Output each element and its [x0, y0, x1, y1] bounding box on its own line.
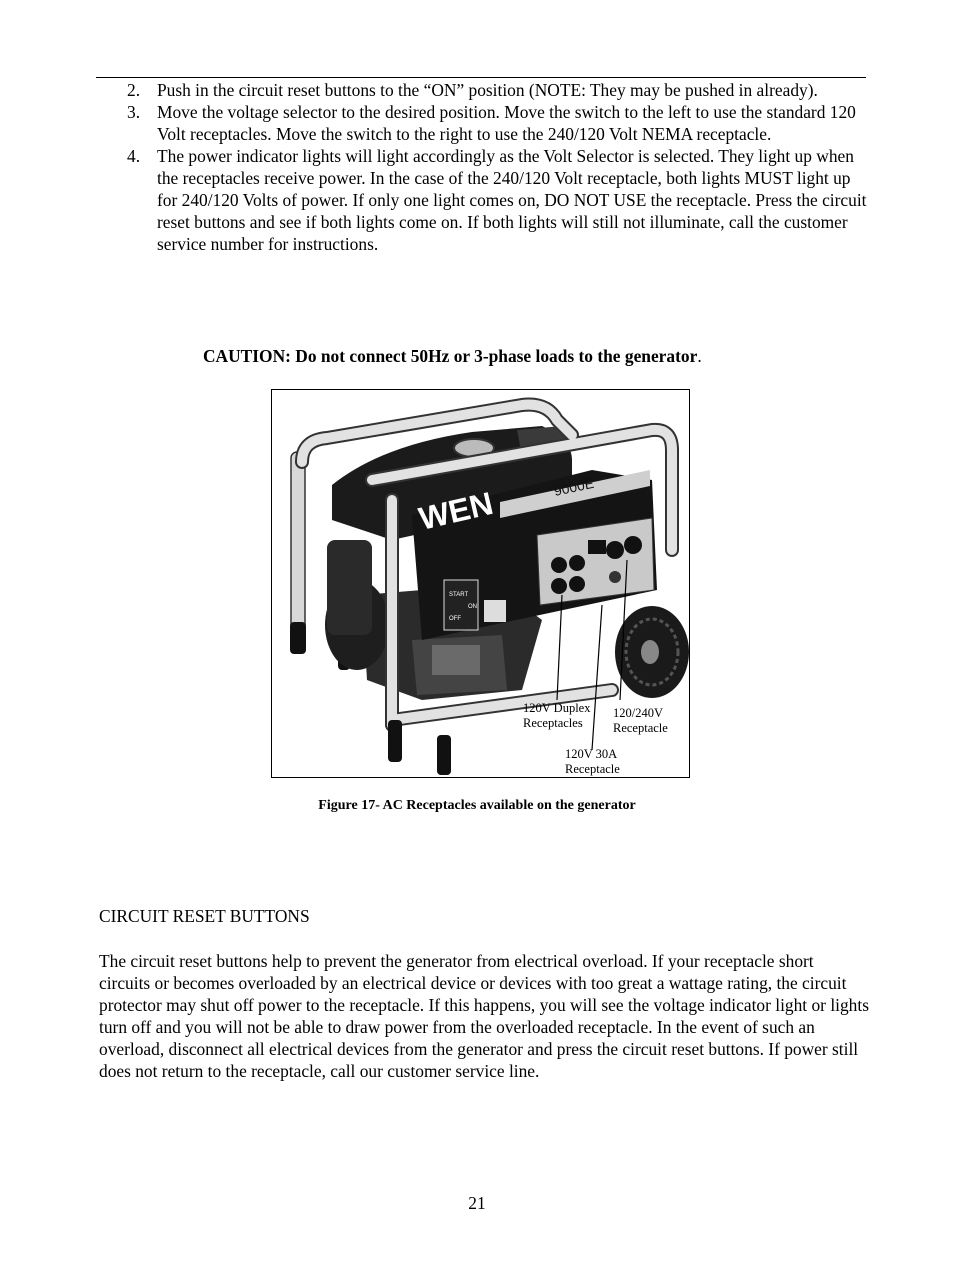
- step-number: 3.: [127, 102, 141, 122]
- model-label: 9000E: [552, 474, 596, 499]
- caution-text: CAUTION: Do not connect 50Hz or 3-phase loads to the generator: [203, 346, 698, 366]
- step-text: Push in the circuit reset buttons to the “ON” position (NOTE: They may be pushed in already).: [157, 80, 818, 100]
- callout-30a: 120V 30A Receptacle: [565, 747, 620, 776]
- wheel: [615, 606, 689, 698]
- step-text: The power indicator lights will light accordingly as the Volt Selector is selected. They light up when the receptacles receive power. In the case of the 240/120 Volt receptacle, both lights MUST light up for 240/120 Volts of power. If only one light comes on, DO NOT USE the receptacle. Press the circuit reset buttons and see if both lights come on. If both lights will still not illuminate, call the customer service number for instructions.: [157, 146, 867, 254]
- figure-caption: Figure 17- AC Receptacles available on the generator: [318, 798, 636, 813]
- svg-text:ON: ON: [468, 604, 477, 610]
- caution-note: [203, 345, 702, 367]
- brand-logo: WEN: [415, 484, 497, 537]
- header-rule: [96, 77, 866, 78]
- step-number: 2.: [127, 80, 141, 100]
- step-text: Move the voltage selector to the desired position. Move the switch to the left to use the standard 120 Volt receptacles. Move the switch to the right to use the 240/120 Volt NEMA receptacle.: [157, 102, 856, 144]
- section-heading: CIRCUIT RESET BUTTONS: [99, 906, 310, 926]
- step-item: [127, 101, 867, 145]
- step-number: 4.: [127, 146, 141, 166]
- caution-period: .: [697, 346, 702, 366]
- section-body: The circuit reset buttons help to prevent the generator from electrical overload. If your receptacle short circuits or becomes overloaded by an electrical device or devices with too great a wattage rating, the circuit protector may shut off power to the receptacle. If this happens, you will see the voltage indicator light or lights turn off and you will not be able to draw power from the overloaded receptacle. In the event of such an overload, disconnect all electrical devices from the generator and press the circuit reset buttons. If power still does not return to the receptacle, call our customer service line.: [99, 951, 869, 1081]
- page-number: 21: [468, 1193, 486, 1213]
- callout-duplex: 120V Duplex Receptacles: [523, 701, 591, 730]
- step-item: [127, 79, 867, 101]
- step-item: [127, 145, 867, 255]
- callout-120-240: 120/240V Receptacle: [613, 706, 668, 735]
- generator-figure: [271, 389, 690, 778]
- svg-text:START: START: [449, 592, 469, 598]
- svg-text:OFF: OFF: [449, 616, 461, 622]
- instruction-steps: [127, 79, 867, 255]
